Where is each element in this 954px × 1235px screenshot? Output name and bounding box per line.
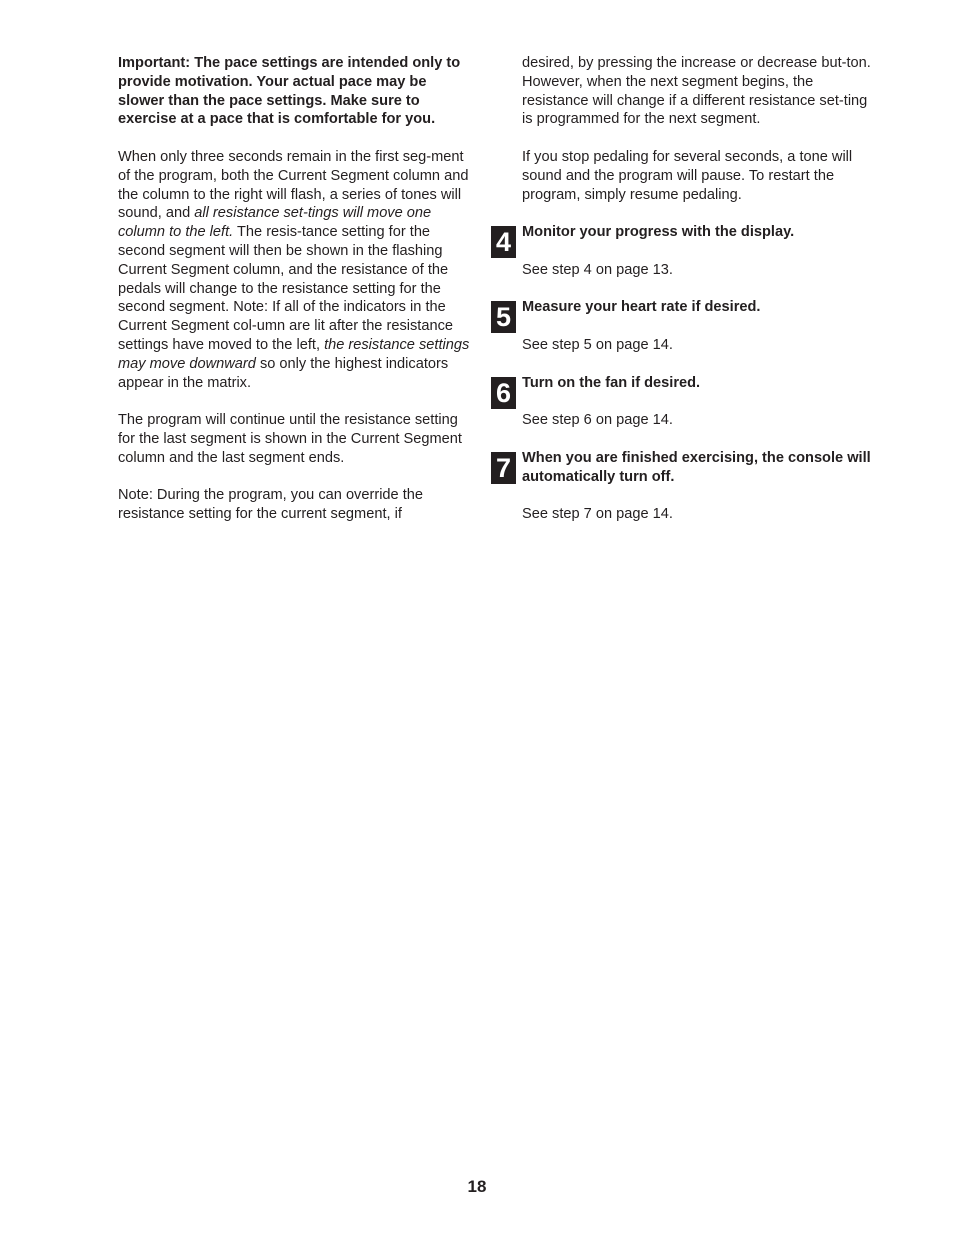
- override-note-paragraph: Note: During the program, you can override the resistance setting for the current segment, if: [118, 487, 424, 523]
- segment-text-a: When only three seconds remain in the first seg-ment of the program, both the Current Segment column and the column to the right will flash, a series of tones will sound, and: [118, 148, 469, 222]
- step-4-text: See step 4 on page 13.: [522, 261, 673, 278]
- right-column: [495, 54, 877, 524]
- segment-paragraph: [118, 148, 470, 392]
- segment-text-d: the resistance settings may move downward: [118, 336, 470, 372]
- step-7: [495, 449, 877, 524]
- program-continue-paragraph: The program will continue until the resistance setting for the last segment is shown in the Current Segment column and the last segment ends.: [118, 412, 462, 466]
- segment-text-e: so only the highest indicators appear in the matrix.: [118, 355, 449, 391]
- segment-text-c: The resis-tance setting for the second segment will then be shown in the flashing Current Segment column, and the resistance of the pedals will change to the resistance setting for the second segment. Note: If all of the indicators in the Current Segment col-umn are lit after the resistance settings have moved to the left,: [118, 224, 453, 353]
- override-continued-paragraph: desired, by pressing the increase or decrease but-ton. However, when the next segment begins, the resistance will change if a different resistance set-ting is programmed for the next segment.: [522, 55, 871, 128]
- step-4: [495, 223, 877, 279]
- step-6: [495, 374, 877, 430]
- step-4-number-badge: 4: [491, 226, 516, 258]
- important-note: Important: The pace settings are intended only to provide motivation. Your actual pace may be slower than the pace settings. Make sure to exercise at a pace that is comfortable for you.: [118, 55, 461, 128]
- pause-paragraph: If you stop pedaling for several seconds, a tone will sound and the program will pause. To restart the program, simply resume pedaling.: [522, 148, 853, 203]
- step-5-text: See step 5 on page 14.: [522, 336, 673, 353]
- step-6-text: See step 6 on page 14.: [522, 412, 673, 429]
- step-5: [495, 298, 877, 354]
- step-7-number-badge: 7: [491, 452, 516, 484]
- step-6-title: Turn on the fan if desired.: [522, 374, 701, 391]
- step-7-title: When you are finished exercising, the console will automatically turn off.: [522, 449, 871, 485]
- step-5-title: Measure your heart rate if desired.: [522, 299, 761, 316]
- page-number: 18: [467, 1177, 487, 1196]
- step-5-number-badge: 5: [491, 301, 516, 333]
- step-7-text: See step 7 on page 14.: [522, 506, 673, 523]
- left-column: [118, 54, 470, 543]
- step-6-number-badge: 6: [491, 377, 516, 409]
- segment-text-b: all resistance set-tings will move one column to the left.: [118, 205, 432, 241]
- step-4-title: Monitor your progress with the display.: [522, 224, 795, 241]
